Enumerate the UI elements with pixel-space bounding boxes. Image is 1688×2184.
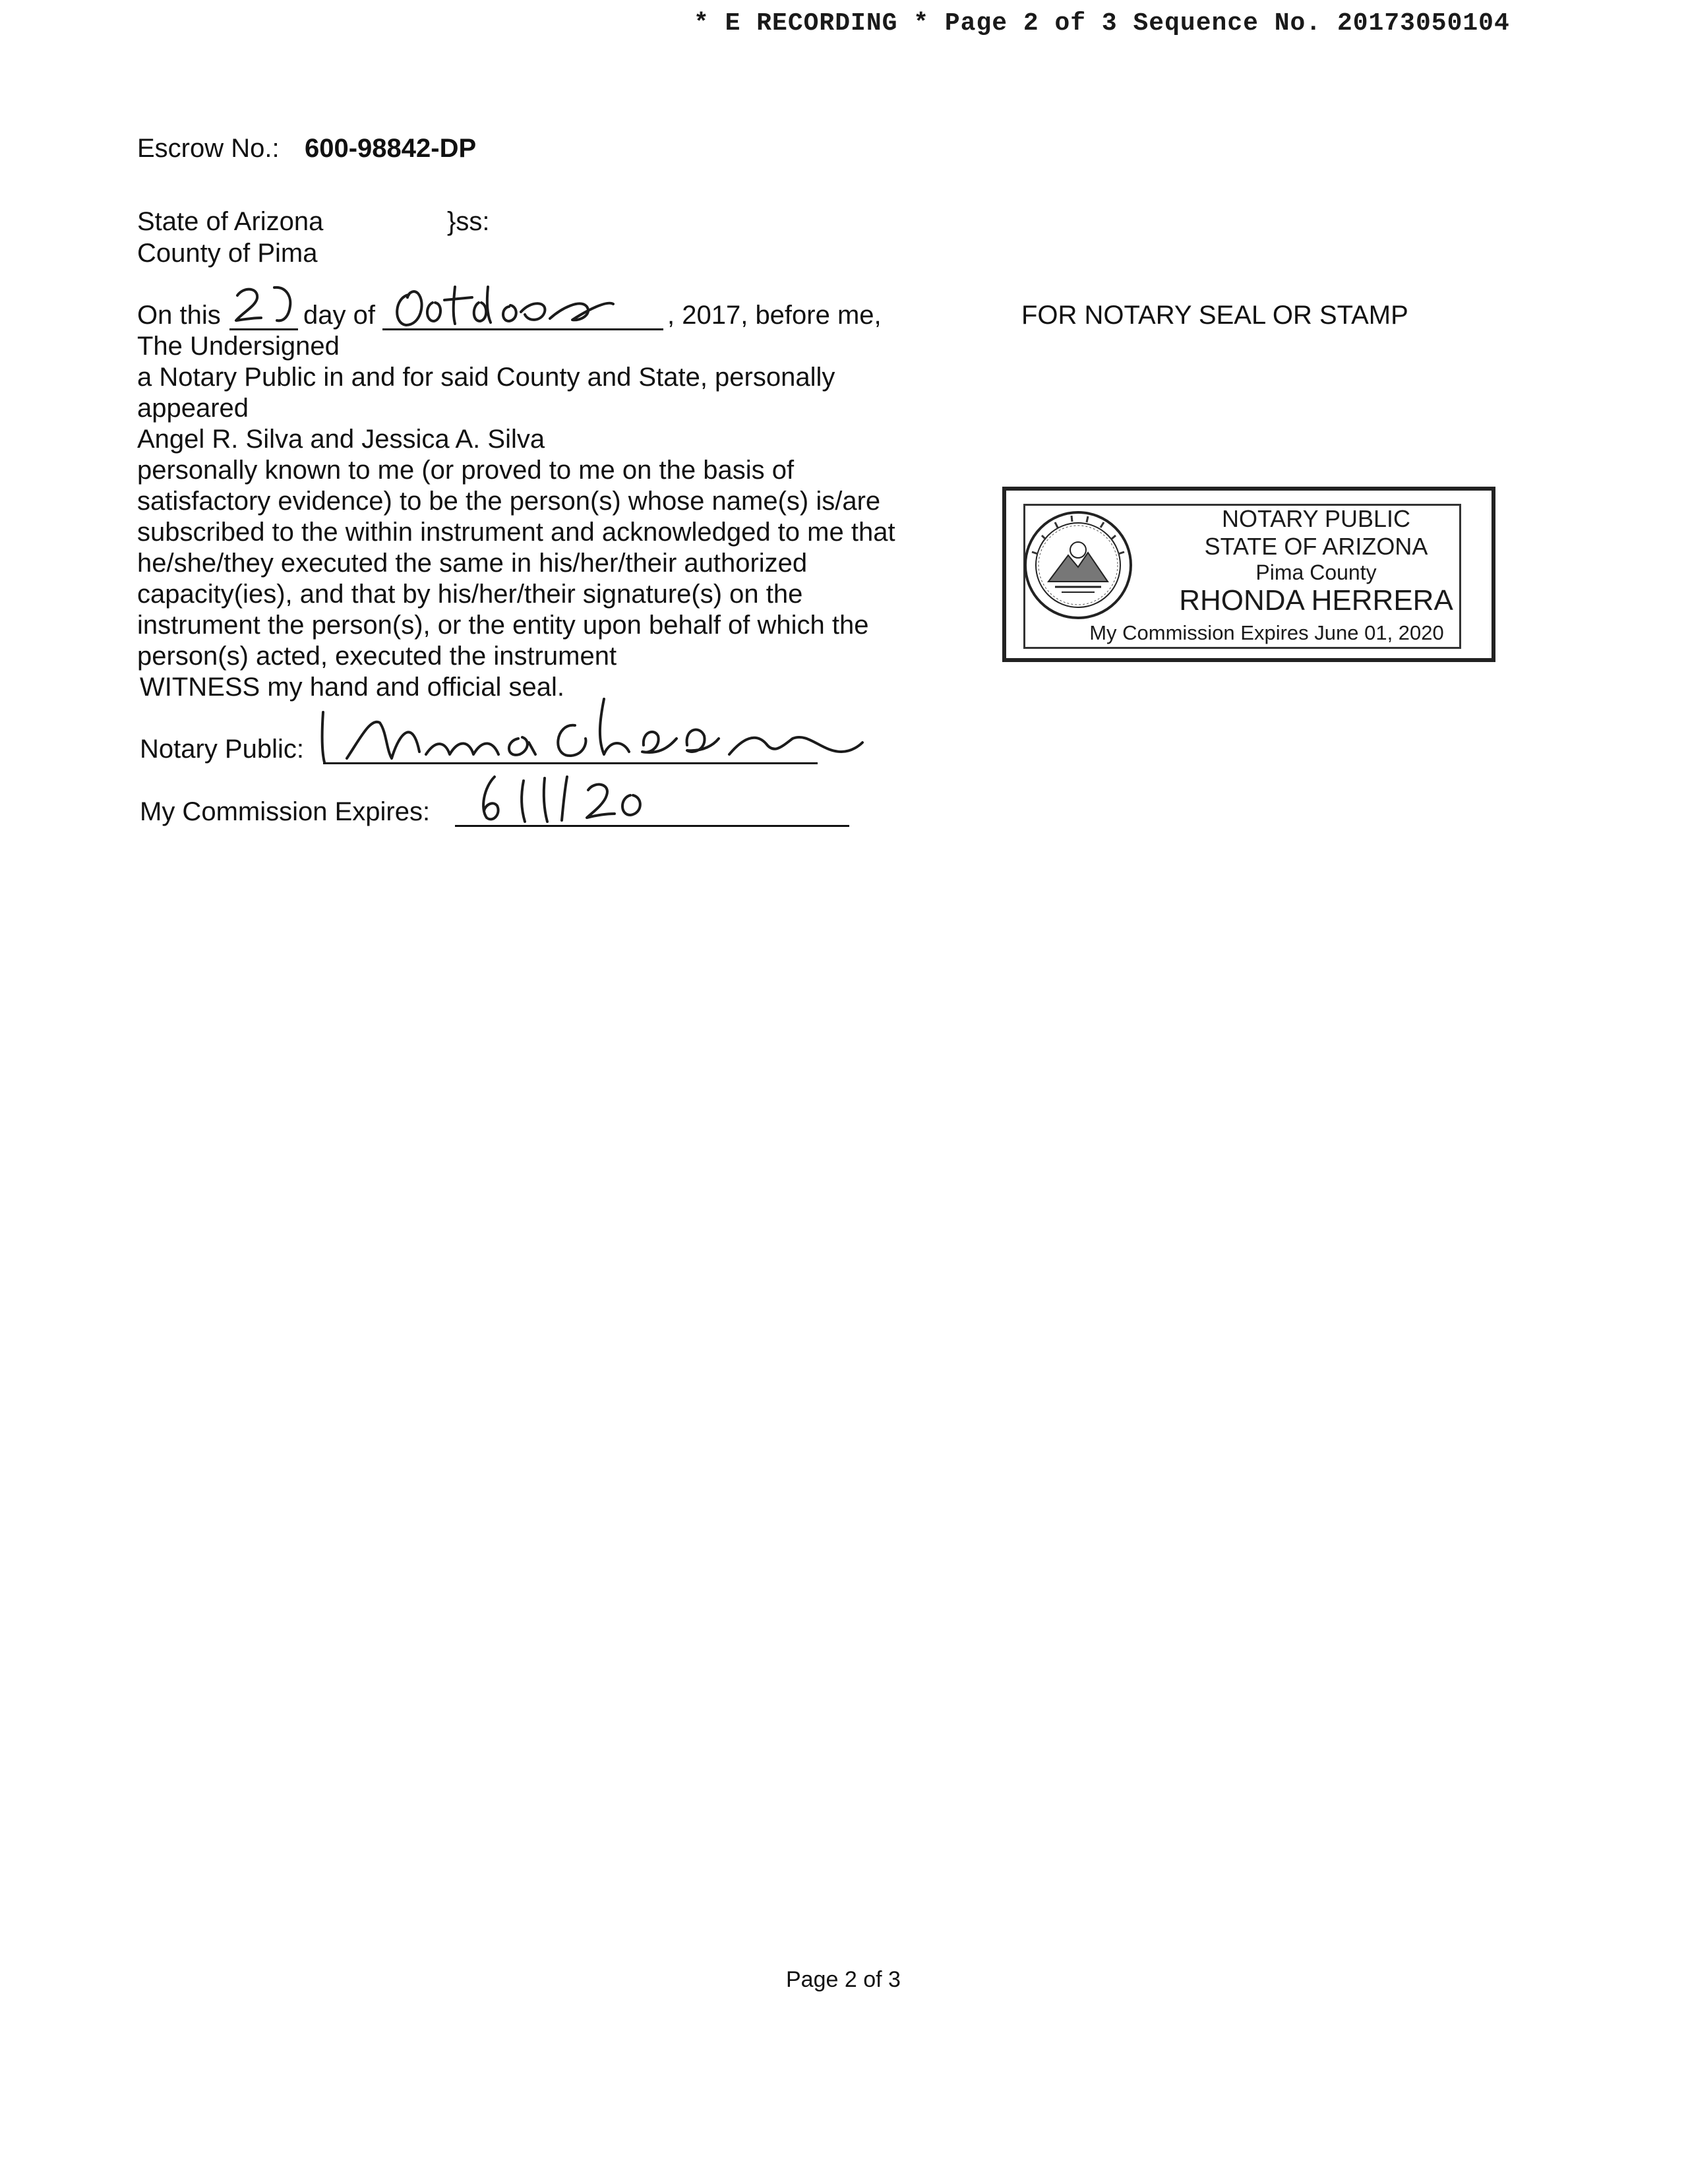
notary-line: a Notary Public in and for said County and State, personally <box>137 363 835 392</box>
officer-name: The Undersigned <box>137 332 340 361</box>
day-underline <box>229 328 298 330</box>
notary-public-label: Notary Public: <box>140 735 304 764</box>
handwritten-day <box>231 284 297 328</box>
day-of-label: day of <box>303 301 375 330</box>
appeared-line: appeared <box>137 394 249 423</box>
notary-stamp <box>1002 487 1495 662</box>
body-line-1: personally known to me (or proved to me on the basis of <box>137 456 795 485</box>
body-line-5: capacity(ies), and that by his/her/their signature(s) on the <box>137 580 803 609</box>
stamp-expires: My Commission Expires June 01, 2020 <box>1089 621 1444 644</box>
body-line-6: instrument the person(s), or the entity upon behalf of which the <box>137 611 869 640</box>
notary-signature <box>320 686 874 772</box>
body-line-7: person(s) acted, executed the instrument <box>137 642 617 671</box>
stamp-notary-name: RHONDA HERRERA <box>1179 584 1453 617</box>
venue-state: State of Arizona <box>137 207 324 236</box>
page-number: Page 2 of 3 <box>786 1967 901 1992</box>
seal-area-label: FOR NOTARY SEAL OR STAMP <box>1021 301 1408 330</box>
escrow-number: 600-98842-DP <box>305 134 477 163</box>
body-line-3: subscribed to the within instrument and acknowledged to me that <box>137 518 895 547</box>
venue-ss: }ss: <box>447 207 490 236</box>
commission-label: My Commission Expires: <box>140 797 431 826</box>
recording-header: * E RECORDING * Page 2 of 3 Sequence No. 20173050104 <box>694 9 1510 38</box>
body-line-4: he/she/they executed the same in his/her/their authorized <box>137 549 808 578</box>
venue-county: County of Pima <box>137 239 318 268</box>
on-this-label: On this <box>137 301 221 330</box>
witness-line: WITNESS my hand and official seal. <box>140 673 564 702</box>
stamp-line-state: STATE OF ARIZONA <box>1204 533 1428 560</box>
stamp-line-county: Pima County <box>1255 561 1377 584</box>
persons-line: Angel R. Silva and Jessica A. Silva <box>137 425 545 454</box>
escrow-label: Escrow No.: <box>137 134 280 163</box>
body-line-2: satisfactory evidence) to be the person(s) whose name(s) is/are <box>137 487 881 516</box>
year-text: , 2017, before me, <box>667 301 882 330</box>
handwritten-month <box>389 280 666 330</box>
arizona-seal-icon <box>1022 509 1134 621</box>
handwritten-commission-date <box>475 772 659 826</box>
stamp-line-notary: NOTARY PUBLIC <box>1221 505 1411 532</box>
